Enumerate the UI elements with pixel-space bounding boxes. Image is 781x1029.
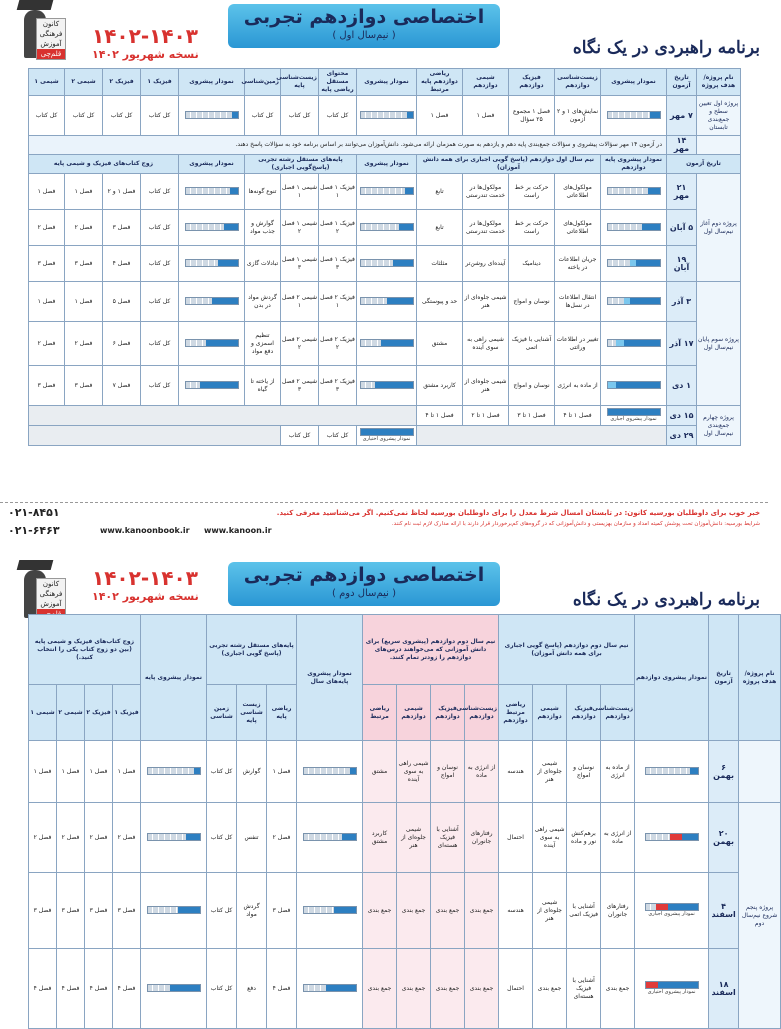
header-row	[29, 69, 741, 96]
table-row: پروژه سوم پایان نیم‌سال اول ۳ آذر انتقال اطلاعات در نسل‌ها نوسان و امواج شیمی جلوه‌ای از هنر حد و پیوستگی فیزیک ۲ فصل ۱ شیمی ۲ فصل ۱ گردش مواد در بدن کل کتاب فصل ۵ فصل ۱ فصل ۱	[29, 282, 741, 322]
edition-label: نسخه شهریور ۱۴۰۲	[92, 590, 199, 603]
plan-heading: برنامه راهبردی در یک نگاه	[572, 590, 760, 610]
table-row: ۱۸ اسفند نمودار پیشروی اختیاری جمع بندی آشنایی با فیزیک هسته‌ای جمع بندی احتمال جمع بندی جمع بندی جمع بندی جمع بندی فصل ۴ دفع کل کتاب فصل ۴ فصل ۴ فصل ۴ فصل ۴	[29, 949, 781, 1029]
progress-bar	[303, 833, 357, 841]
progress-bar	[607, 111, 661, 119]
progress-bar	[147, 833, 201, 841]
col-math12: ریاضی دوازدهم پایه مرتبط	[417, 69, 463, 96]
table-row: پروژه پنجم شروع نیم‌سال دوم ۲۰ بهمن از انرژی به ماده برهم‌کنش نور و ماده شیمی راهی به سوی آینده احتمال رفتارهای جانوران آشنایی با فیزیک هسته‌ای شیمی جلوه‌ای از هنر کاربرد مشتق فصل ۲ تنفس کل کتاب فصل ۲ فصل ۲ فصل ۲ فصل ۲	[29, 803, 781, 873]
col-phys1: فیزیک ۱	[141, 69, 179, 96]
kanoon-logo: کانون فرهنگی آموزش	[8, 560, 66, 622]
col-chem2: شیمی ۲	[65, 69, 103, 96]
progress-bar	[360, 111, 414, 119]
progress-bar	[147, 906, 201, 914]
col-progress-base: نمودار پیشروی	[357, 69, 417, 96]
progress-bar	[185, 111, 239, 119]
progress-bar	[360, 223, 414, 231]
col-bio12: زیست‌شناسی دوازدهم	[555, 69, 601, 96]
kanoon-logo: کانون فرهنگی آموزش قلم‌چی	[8, 0, 66, 62]
sub-header-row: زیست‌شناسی دوازدهم فیزیک دوازدهم شیمی دوازدهم ریاضی مرتبط دوازدهم زیست‌شناسی دوازدهم فیزیک دوازدهم شیمی دوازدهم ریاضی مرتبط ریاضی پایه زیست شناسی پایه زمین شناسی فیزیک ۱ فیزیک ۲ شیمی ۲ شیمی ۱	[29, 685, 781, 741]
progress-bar	[360, 187, 414, 195]
table-row: پروژه اول تعیین سطح و جمع‌بندی تابستان ۷ مهر نمایش‌های ۱ و ۲ آزمون فصل ۱ مجموع ۲۵ سؤال فصل ۱ فصل ۱ کل کتاب کل کتاب کل کتاب کل کتاب کل کتاب کل کتاب کل کتاب	[29, 96, 741, 136]
progress-bar	[185, 297, 239, 305]
progress-bar	[607, 187, 661, 195]
title-banner	[228, 562, 500, 606]
table-row: ۵ آبان مولکول‌های اطلاعاتی حرکت بر خط راست مولکول‌ها در خدمت تندرستی تابع فیزیک ۱ فصل ۲ شیمی ۱ فصل ۲ گوارش و جذب مواد کل کتاب فصل ۳ فصل ۲ فصل ۲	[29, 210, 741, 246]
progress-bar	[185, 381, 239, 389]
second-semester-table	[28, 614, 781, 1029]
progress-bar	[303, 906, 357, 914]
col-phys12: فیزیک دوازدهم	[509, 69, 555, 96]
scholarship-conditions: شرایط بورسیه: دانش‌آموزان تحت پوشش کمیته امداد و سازمان بهزیستی و دانش‌آموزانی که در گروه‌های کم‌برخوردار قرار دارند با ارائه مدارک لازم ثبت نام کنند.	[391, 521, 760, 527]
col-bio-base: زیست‌شناسی پایه	[281, 69, 319, 96]
banner-title: اختصاصی دوازدهم تجربی	[243, 6, 485, 28]
progress-bar	[303, 767, 357, 775]
first-semester-section	[0, 0, 768, 512]
progress-bar	[607, 381, 661, 389]
progress-bar	[607, 223, 661, 231]
progress-bar	[185, 187, 239, 195]
progress-bar	[607, 259, 661, 267]
table-row: ۴ اسفند نمودار پیشروی اجباری رفتارهای جانوران آشنایی با فیزیک اتمی شیمی جلوه‌ای از هنر هندسه جمع بندی جمع بندی جمع بندی جمع بندی فصل ۳ گردش مواد کل کتاب فصل ۳ فصل ۳ فصل ۳ فصل ۳	[29, 873, 781, 949]
site-link-kanoon[interactable]: www.kanoon.ir	[204, 526, 272, 535]
table-row: ۲۹ دی نمودار پیشروی اختیاری کل کتاب کل کتاب	[29, 426, 741, 446]
progress-bar	[303, 984, 357, 992]
phone-number-1: ۰۲۱-۸۴۵۱	[8, 506, 60, 519]
sub-header-row: تاریخ آزمون نمودار پیشروی پایه دوازدهم نیم سال اول دوازدهم (پاسخ گویی اجباری برای همه دانش آموزان) نمودار پیشروی پایه‌های مستقل رشته تجربی (پاسخ‌گویی اجباری) نمودار پیشروی زوج کتاب‌های فیزیک و شیمی پایه	[29, 155, 741, 174]
col-project: نام پروژه/ هدف پروژه	[697, 69, 741, 96]
table-row: ۱۷ آذر تغییر در اطلاعات وراثتی آشنایی با فیزیک اتمی شیمی راهی به سوی آینده مشتق فیزیک ۲ فصل ۲ شیمی ۲ فصل ۲ تنظیم اسمزی و دفع مواد کل کتاب فصل ۶ فصل ۲ فصل ۲	[29, 322, 741, 366]
banner-title: اختصاصی دوازدهم تجربی	[243, 564, 485, 586]
progress-bar	[645, 981, 699, 989]
banner-subtitle: ( نیم‌سال اول )	[332, 30, 396, 41]
phone-number-2: ۰۲۱-۶۴۶۳	[8, 524, 60, 537]
table-row: ۱۹ آبان جریان اطلاعات در یاخته دینامیک آینده‌ای روشن‌تر مثلثات فیزیک ۱ فصل ۳ شیمی ۱ فصل ۳ تبادلات گازی کل کتاب فصل ۴ فصل ۳ فصل ۳	[29, 246, 741, 282]
table-row: پروژه چهارم جمع‌بندی نیم‌سال اول ۱۵ دی نمودار پیشروی اجباری فصل ۱ تا ۴ فصل ۱ تا ۳ فصل ۱ تا ۲ فصل ۱ تا ۴	[29, 406, 741, 426]
progress-bar	[645, 767, 699, 775]
progress-bar	[360, 259, 414, 267]
edition-label: نسخه شهریور ۱۴۰۲	[92, 48, 199, 61]
col-geology: زمین‌شناسی	[245, 69, 281, 96]
col-math-base: محتوای مستقل ریاضی پایه	[319, 69, 357, 96]
banner-subtitle: ( نیم‌سال دوم )	[332, 588, 396, 599]
col-chem1: شیمی ۱	[29, 69, 65, 96]
table-row: ۱۴ مهر در آزمون ۱۴ مهر سؤالات پیشروی و سؤالات جمع‌بندی پایه دهم و یازدهم به صورت همزمان ارائه می‌شود. دانش‌آموزان می‌توانند بر اساس برنامه خود به سؤالات پاسخ دهند.	[29, 136, 741, 155]
progress-bar	[147, 767, 201, 775]
progress-bar	[360, 339, 414, 347]
site-link-kanoonbook[interactable]: www.kanoonbook.ir	[100, 526, 190, 535]
progress-bar	[360, 297, 414, 305]
progress-bar	[360, 428, 414, 436]
progress-bar	[607, 297, 661, 305]
progress-bar	[645, 833, 699, 841]
table-row: پروژه دوم آغاز نیم‌سال اول ۲۱ مهر مولکول‌های اطلاعاتی حرکت بر خط راست مولکول‌ها در خدمت تندرستی تابع فیزیک ۱ فصل ۱ شیمی ۱ فصل ۱ تنوع گونه‌ها کل کتاب فصل ۱ و ۲ فصل ۱ فصل ۱	[29, 174, 741, 210]
table-row: ۶ بهمن از ماده به انرژی نوسان و امواج شیمی جلوه‌ای از هنر هندسه از انرژی به ماده نوسان و امواج شیمی راهی به سوی آینده مشتق فصل ۱ گوارش کل کتاب فصل ۱ فصل ۱ فصل ۱ فصل ۱	[29, 741, 781, 803]
progress-bar	[185, 259, 239, 267]
progress-bar	[645, 903, 699, 911]
title-banner	[228, 4, 500, 48]
progress-bar	[607, 408, 661, 416]
academic-years: ۱۴۰۲-۱۴۰۳	[92, 24, 198, 48]
header-row: نام پروژه/ هدف پروژه تاریخ آزمون نمودار پیشروی دوازدهم نیم سال دوم دوازدهم (پاسخ گویی اجباری برای همه دانش آموزان) نیم سال دوم دوازدهم (پیشروی سریع) برای دانش آموزانی که می‌خواهند درس‌های دوازدهم را زودتر تمام کنند. نمودار پیشروی پایه‌های سال پایه‌های مستقل رشته تجربی (پاسخ گویی اجباری) نمودار پیشروی پایه زوج کتاب‌های فیزیک و شیمی پایه (بین دو زوج کتاب یکی را انتخاب کنید.)	[29, 615, 781, 685]
table-row: ۱ دی از ماده به انرژی نوسان و امواج شیمی جلوه‌ای از هنر کاربرد مشتق فیزیک ۲ فصل ۳ شیمی ۲ فصل ۳ از یاخته تا گیاه کل کتاب فصل ۷ فصل ۳ فصل ۳	[29, 366, 741, 406]
col-chem12: شیمی دوازدهم	[463, 69, 509, 96]
col-phys2: فیزیک ۲	[103, 69, 141, 96]
progress-bar	[185, 339, 239, 347]
plan-heading: برنامه راهبردی در یک نگاه	[572, 38, 760, 58]
second-semester-section	[0, 560, 778, 1024]
col-progress: نمودار پیشروی	[601, 69, 667, 96]
progress-bar	[185, 223, 239, 231]
col-date: تاریخ آزمون	[667, 69, 697, 96]
scholarship-news: خبر خوب برای داوطلبان بورسیه کانون: در تابستان امسال شرط معدل را برای داوطلبان بورسیه لحاظ نمی‌کنیم. اگر می‌شناسید معرفی کنید.	[276, 509, 760, 517]
progress-bar	[147, 984, 201, 992]
progress-bar	[360, 381, 414, 389]
academic-years: ۱۴۰۲-۱۴۰۳	[92, 566, 198, 590]
first-semester-table	[28, 68, 741, 446]
col-progress-pair: نمودار پیشروی	[179, 69, 245, 96]
progress-bar	[607, 339, 661, 347]
